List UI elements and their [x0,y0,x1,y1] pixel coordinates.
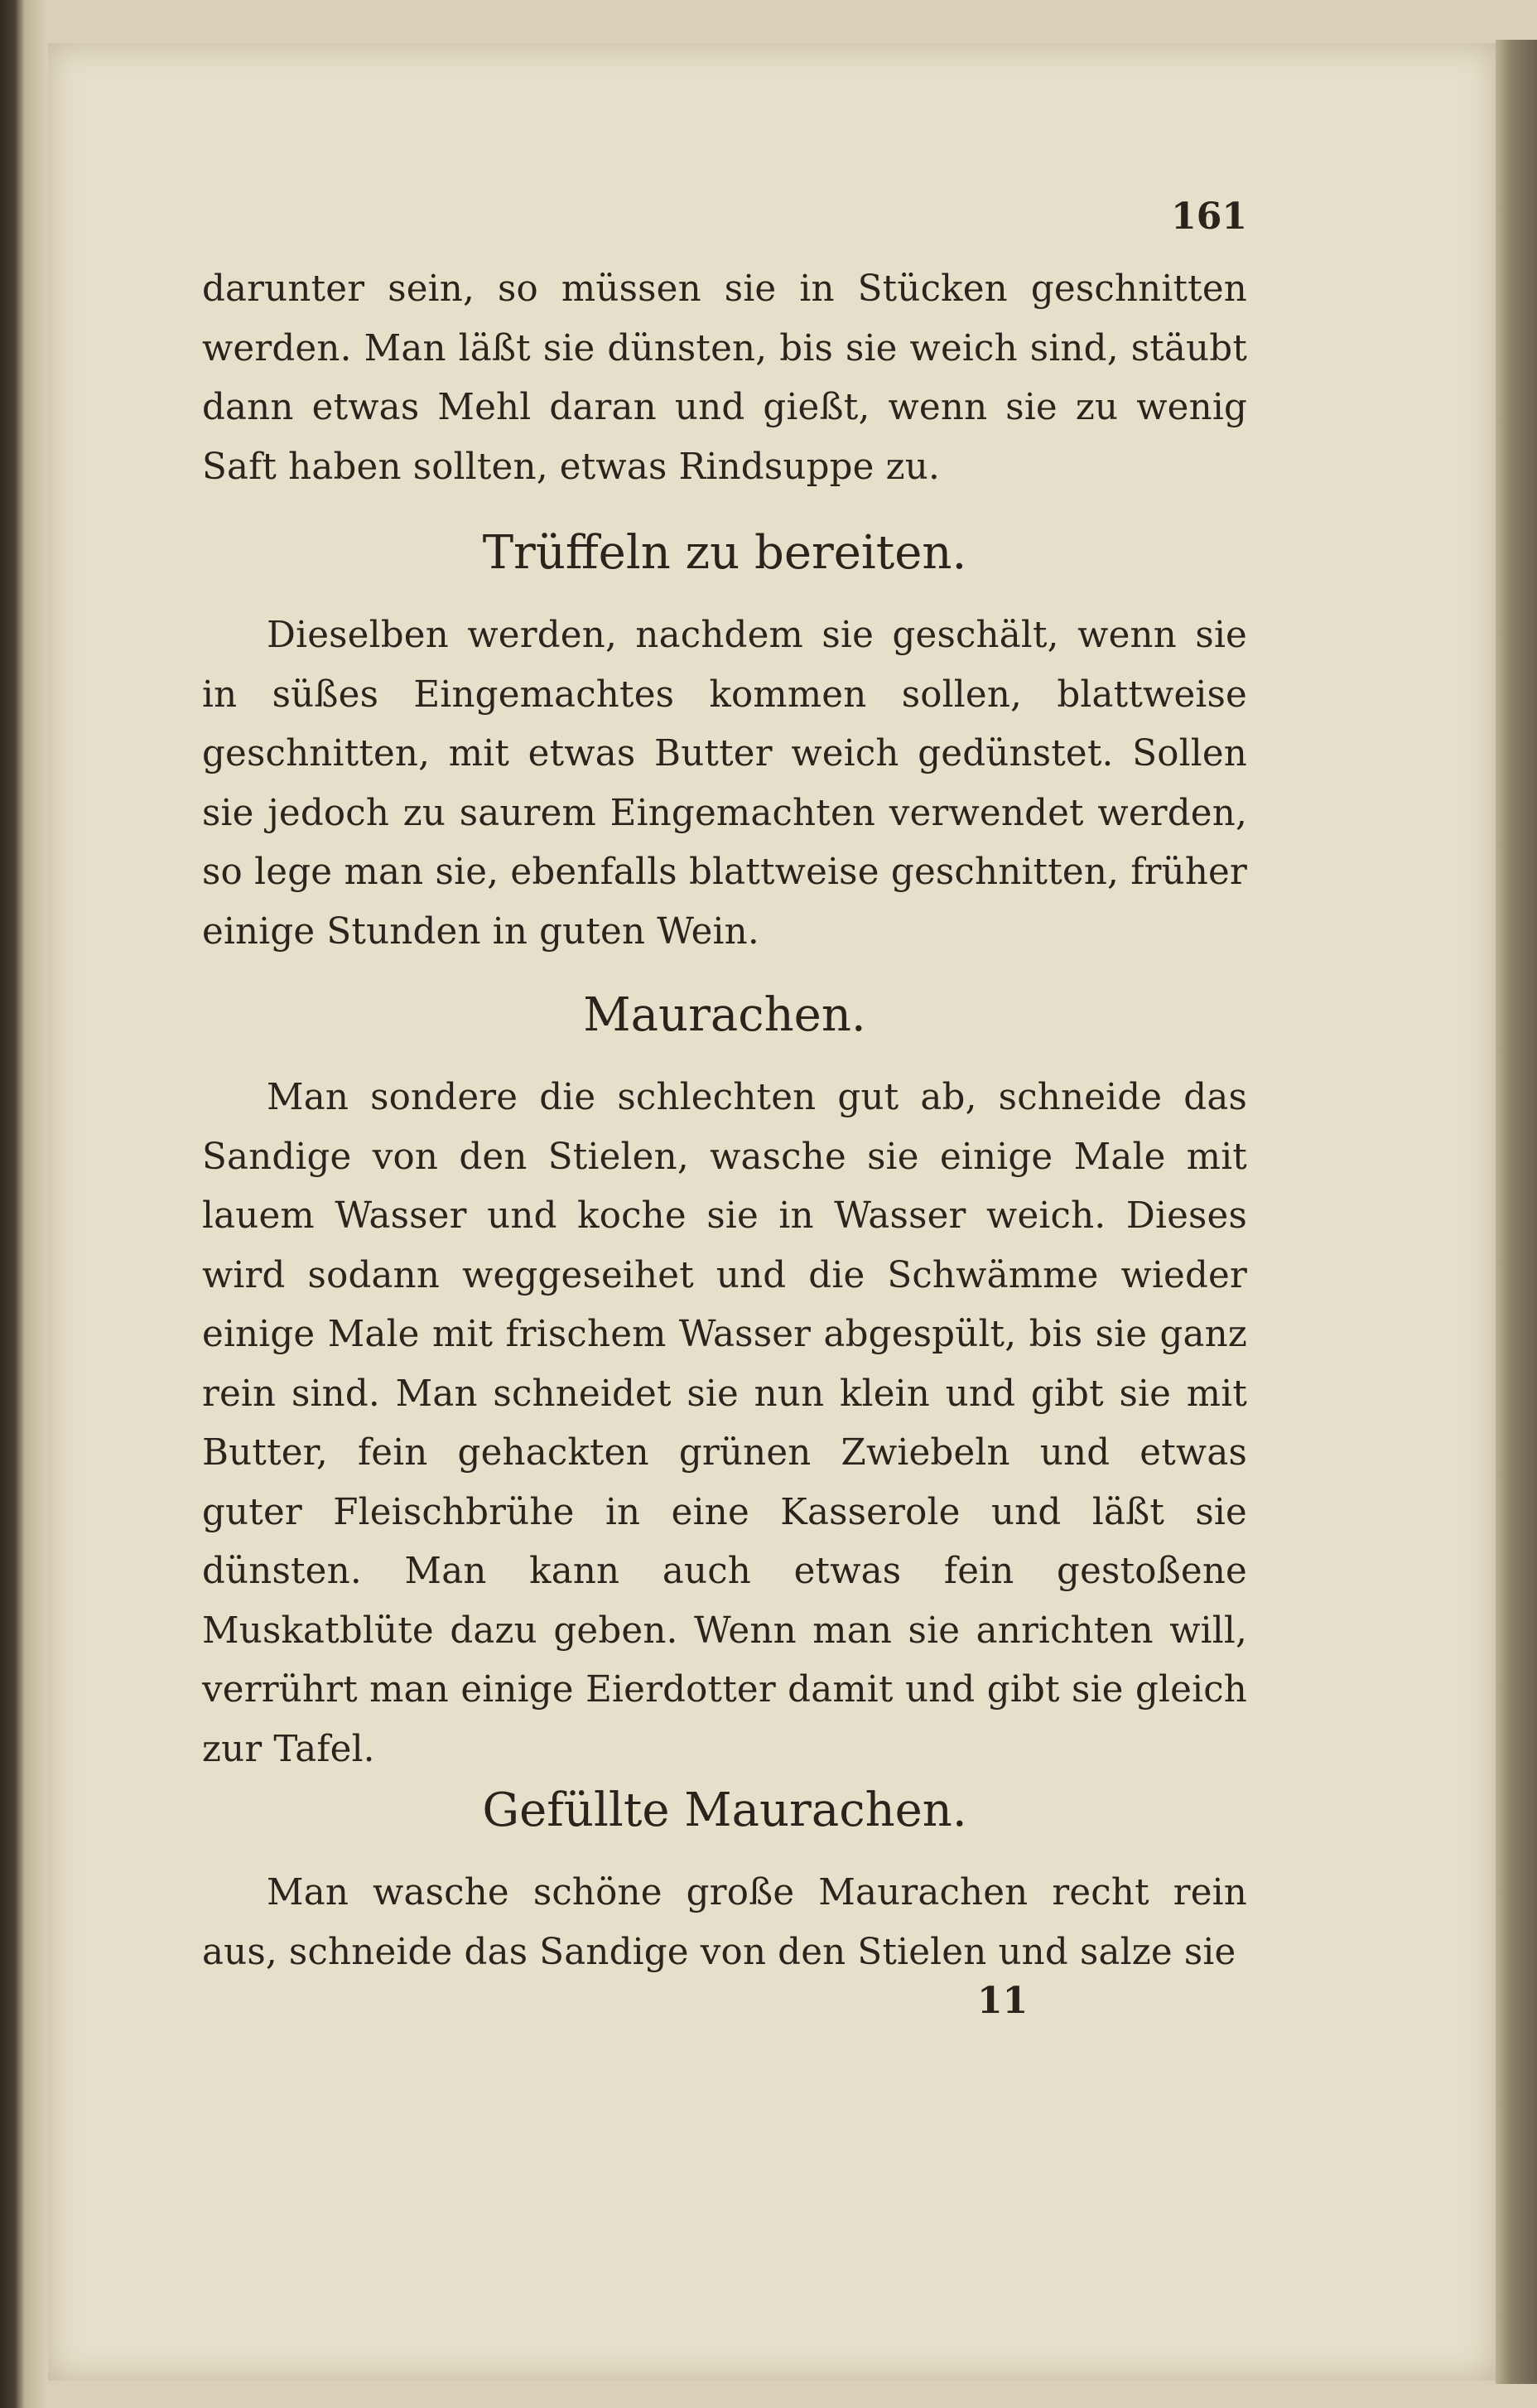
recipe-heading: Gefüllte Maurachen. [482,1783,967,1837]
page-number: 161 [1171,195,1247,238]
recipe-paragraph: Man wasche schöne große Maurachen recht rein aus, schneide das Sandige von den Stielen und salze sie [202,1872,1247,1973]
recipe-heading: Trüffeln zu bereiten. [482,526,967,580]
printer-signature-mark: 11 [977,1980,1029,2022]
recipe-maurachen-heading-block [202,969,1247,1062]
recipe-stuffed-maurachen-heading-block [202,1764,1247,1857]
recipe-paragraph: Man sondere die schlechten gut ab, schneide das Sandige von den Stielen, wasche sie einige Male mit lauem Wasser und koche sie in Wasser weich. Dieses wird sodann weggeseihet und die Schwämme wieder einige Male mit frischem Wasser abgespült, bis sie ganz rein sind. Man schneidet sie nun klein und gibt sie mit Butter, fein gehackten grünen Zwiebeln und etwas guter Fleischbrühe in eine Kasserole und läßt sie dünsten. Man kann auch etwas fein gestoßene Muskatblüte dazu geben. Wenn man sie anrichten will, verrührt man einige Eierdotter damit und gibt sie gleich zur Tafel. [202,1077,1247,1770]
page-stack-edge [1496,40,1537,2384]
recipe-maurachen-body-block [202,1069,1247,1779]
recipe-truffles-body-block [202,606,1247,962]
continuation-paragraph: darunter sein, so müssen sie in Stücken geschnitten werden. Man läßt sie dünsten, bis sie weich sind, stäubt dann etwas Mehl daran und gießt, wenn sie zu wenig Saft haben sollten, etwas Rindsuppe zu. [202,268,1247,488]
recipe-heading: Maurachen. [583,988,866,1042]
recipe-paragraph: Dieselben werden, nachdem sie geschält, wenn sie in süßes Eingemachtes kommen sollen, blattweise geschnitten, mit etwas Butter weich gedünstet. Sollen sie jedoch zu saurem Eingemachten verwendet werden, so lege man sie, ebenfalls blattweise geschnitten, früher einige Stunden in guten Wein. [202,615,1247,953]
recipe-truffles-heading-block [202,507,1247,600]
recipe-stuffed-maurachen-body-block [202,1864,1247,1982]
facing-page-edge [0,0,48,2408]
continuation-block [202,260,1247,497]
